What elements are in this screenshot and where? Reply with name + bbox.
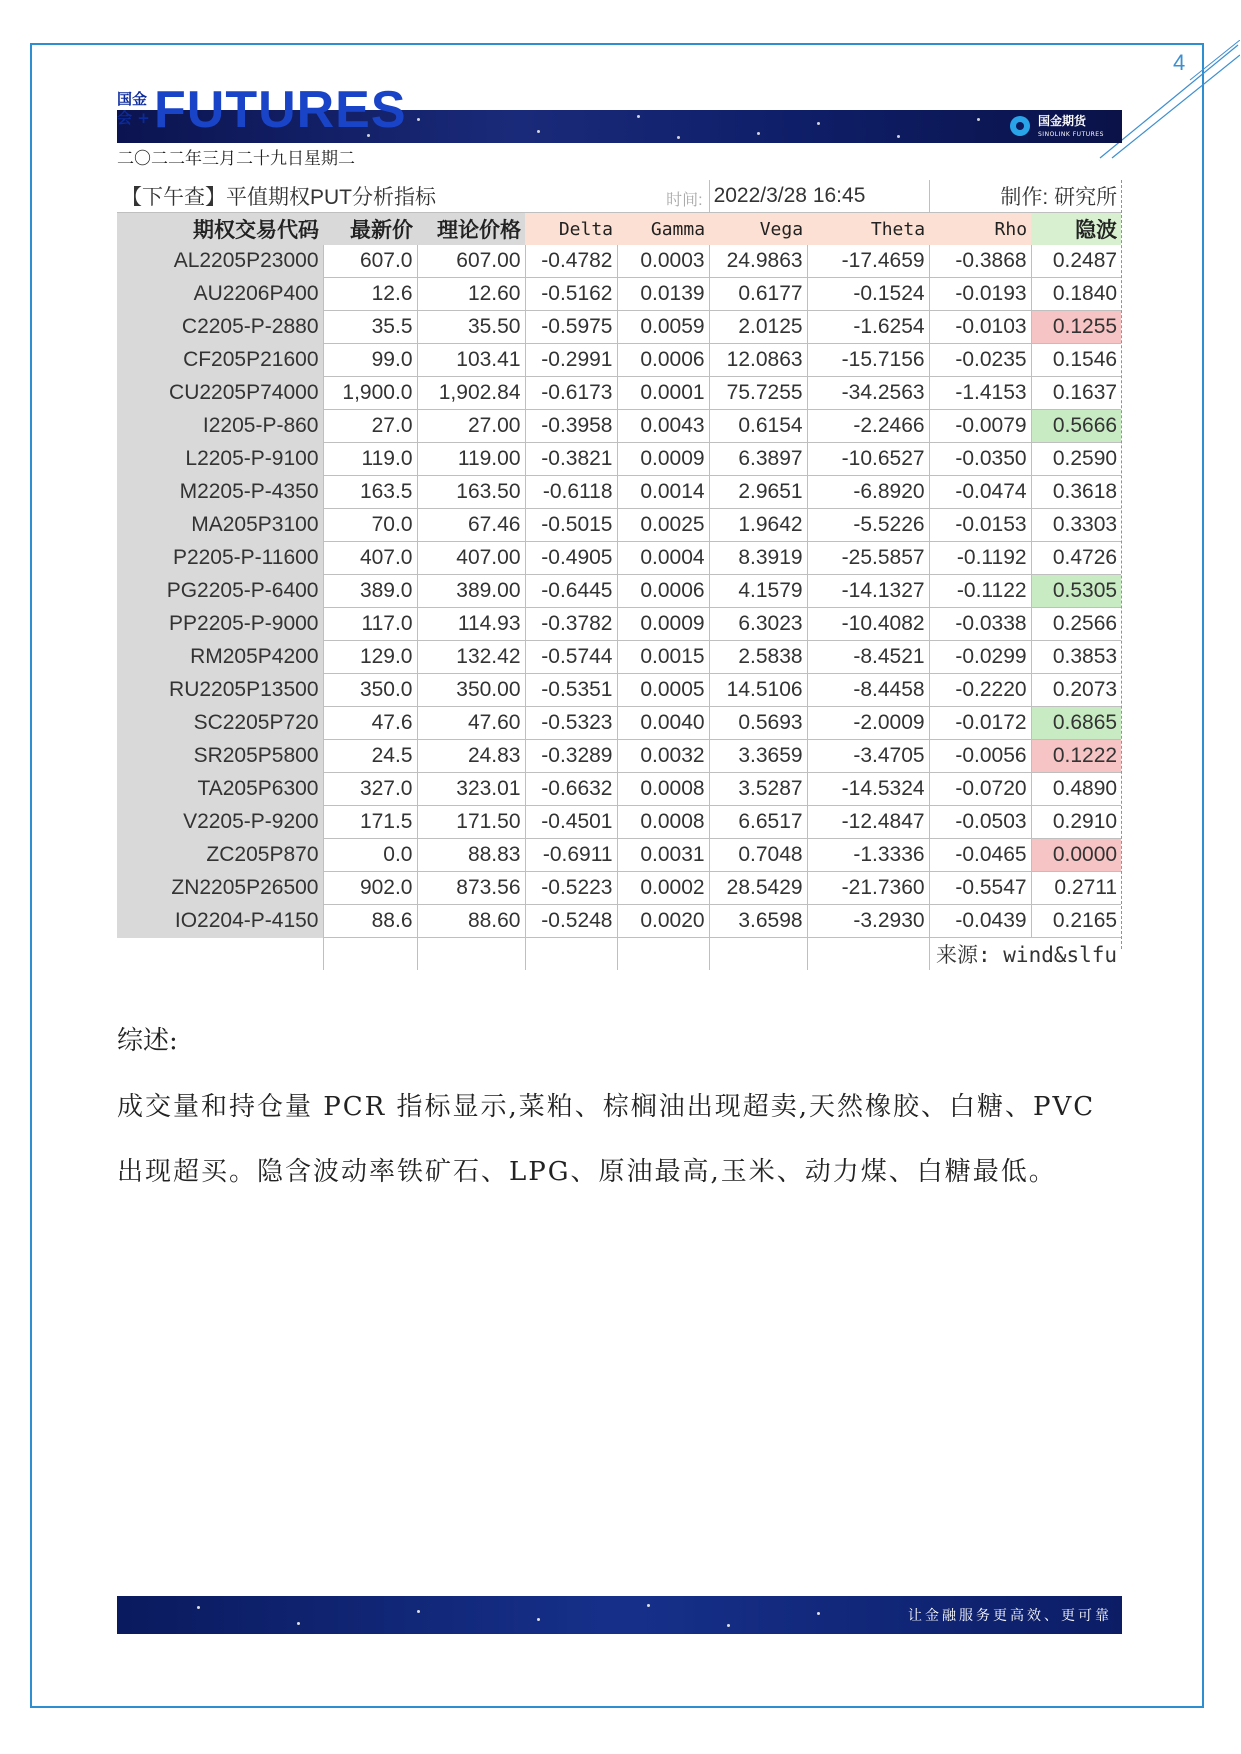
table-title-row [117, 180, 1121, 213]
empty-cell [617, 938, 709, 971]
cell-theo: 67.46 [417, 509, 525, 542]
cell-theta: -8.4458 [807, 674, 929, 707]
cell-last: 902.0 [323, 872, 417, 905]
cell-delta: -0.2991 [525, 344, 617, 377]
header-col-iv: 隐波 [1031, 213, 1121, 246]
cell-vega: 0.5693 [709, 707, 807, 740]
cell-theta: -3.2930 [807, 905, 929, 938]
empty-cell [117, 938, 323, 971]
cell-gamma: 0.0003 [617, 245, 709, 278]
header-col-theo: 理论价格 [417, 213, 525, 246]
cell-gamma: 0.0006 [617, 575, 709, 608]
table-row [117, 344, 1121, 377]
cell-gamma: 0.0009 [617, 608, 709, 641]
table-row [117, 839, 1121, 872]
table-row [117, 905, 1121, 938]
cell-theo: 350.00 [417, 674, 525, 707]
cell-rho: -0.1122 [929, 575, 1031, 608]
cell-gamma: 0.0031 [617, 839, 709, 872]
cell-code: TA205P6300 [117, 773, 323, 806]
cell-delta: -0.3289 [525, 740, 617, 773]
footer-slogan: 让金融服务更高效、更可靠 [908, 1608, 1112, 1624]
cell-code: P2205-P-11600 [117, 542, 323, 575]
cell-theta: -8.4521 [807, 641, 929, 674]
table-row [117, 509, 1121, 542]
cell-last: 607.0 [323, 245, 417, 278]
cell-iv: 0.2073 [1031, 674, 1121, 707]
cell-delta: -0.5351 [525, 674, 617, 707]
time-label: 时间: [666, 192, 703, 209]
cell-last: 407.0 [323, 542, 417, 575]
cell-iv: 0.2566 [1031, 608, 1121, 641]
cell-theo: 407.00 [417, 542, 525, 575]
table-row [117, 542, 1121, 575]
table-row [117, 377, 1121, 410]
cell-theo: 132.42 [417, 641, 525, 674]
cell-theta: -6.8920 [807, 476, 929, 509]
cell-last: 129.0 [323, 641, 417, 674]
cell-vega: 12.0863 [709, 344, 807, 377]
cell-delta: -0.5975 [525, 311, 617, 344]
cell-rho: -0.3868 [929, 245, 1031, 278]
cell-code: SR205P5800 [117, 740, 323, 773]
cell-gamma: 0.0009 [617, 443, 709, 476]
cell-vega: 2.9651 [709, 476, 807, 509]
cell-iv: 0.5666 [1031, 410, 1121, 443]
cell-code: RM205P4200 [117, 641, 323, 674]
cell-iv: 0.5305 [1031, 575, 1121, 608]
cell-code: PP2205-P-9000 [117, 608, 323, 641]
table-row [117, 278, 1121, 311]
cell-last: 1,900.0 [323, 377, 417, 410]
cell-vega: 3.3659 [709, 740, 807, 773]
header-col-vega: Vega [709, 213, 807, 246]
cell-theta: -2.0009 [807, 707, 929, 740]
cell-theta: -25.5857 [807, 542, 929, 575]
cell-last: 47.6 [323, 707, 417, 740]
cell-delta: -0.3782 [525, 608, 617, 641]
cell-theo: 114.93 [417, 608, 525, 641]
empty-cell [807, 938, 929, 971]
cell-rho: -0.0153 [929, 509, 1031, 542]
table-row [117, 641, 1121, 674]
empty-cell [709, 938, 807, 971]
cell-rho: -0.0056 [929, 740, 1031, 773]
maker-label: 制作: 研究所 [929, 180, 1121, 213]
cell-code: IO2204-P-4150 [117, 905, 323, 938]
cell-vega: 6.3023 [709, 608, 807, 641]
cell-vega: 1.9642 [709, 509, 807, 542]
cell-gamma: 0.0040 [617, 707, 709, 740]
cell-vega: 28.5429 [709, 872, 807, 905]
cell-last: 27.0 [323, 410, 417, 443]
cell-rho: -0.0338 [929, 608, 1031, 641]
table-header-row [117, 213, 1121, 246]
summary-title: 综述: [117, 1026, 178, 1056]
cell-code: RU2205P13500 [117, 674, 323, 707]
table-row [117, 806, 1121, 839]
cell-delta: -0.5162 [525, 278, 617, 311]
cell-last: 163.5 [323, 476, 417, 509]
cell-rho: -0.0503 [929, 806, 1031, 839]
cell-code: ZC205P870 [117, 839, 323, 872]
cell-rho: -0.2220 [929, 674, 1031, 707]
cell-vega: 24.9863 [709, 245, 807, 278]
cell-gamma: 0.0032 [617, 740, 709, 773]
cell-iv: 0.0000 [1031, 839, 1121, 872]
cell-vega: 14.5106 [709, 674, 807, 707]
cell-theta: -15.7156 [807, 344, 929, 377]
cell-last: 88.6 [323, 905, 417, 938]
cell-iv: 0.3618 [1031, 476, 1121, 509]
cell-rho: -0.5547 [929, 872, 1031, 905]
cell-vega: 6.3897 [709, 443, 807, 476]
cell-gamma: 0.0139 [617, 278, 709, 311]
cell-theta: -14.5324 [807, 773, 929, 806]
cell-last: 117.0 [323, 608, 417, 641]
cell-gamma: 0.0015 [617, 641, 709, 674]
cell-theo: 27.00 [417, 410, 525, 443]
cell-vega: 4.1579 [709, 575, 807, 608]
cell-delta: -0.6911 [525, 839, 617, 872]
table-title: 【下午查】平值期权PUT分析指标 [121, 186, 436, 209]
options-table [117, 180, 1121, 970]
cell-theta: -1.6254 [807, 311, 929, 344]
cell-vega: 3.6598 [709, 905, 807, 938]
cell-last: 327.0 [323, 773, 417, 806]
cell-vega: 0.6154 [709, 410, 807, 443]
cell-iv: 0.1840 [1031, 278, 1121, 311]
table-row [117, 476, 1121, 509]
cell-code: ZN2205P26500 [117, 872, 323, 905]
cell-delta: -0.4905 [525, 542, 617, 575]
cell-theo: 103.41 [417, 344, 525, 377]
cell-theta: -2.2466 [807, 410, 929, 443]
cell-iv: 0.2487 [1031, 245, 1121, 278]
table-row [117, 674, 1121, 707]
cell-theta: -1.3336 [807, 839, 929, 872]
cell-gamma: 0.0001 [617, 377, 709, 410]
cell-theta: -5.5226 [807, 509, 929, 542]
cell-vega: 6.6517 [709, 806, 807, 839]
table-row [117, 707, 1121, 740]
empty-cell [525, 938, 617, 971]
cell-code: CF205P21600 [117, 344, 323, 377]
cell-delta: -0.5015 [525, 509, 617, 542]
cell-vega: 75.7255 [709, 377, 807, 410]
cell-last: 0.0 [323, 839, 417, 872]
cell-last: 389.0 [323, 575, 417, 608]
cell-code: I2205-P-860 [117, 410, 323, 443]
cell-rho: -0.0172 [929, 707, 1031, 740]
cell-delta: -0.5744 [525, 641, 617, 674]
page-number: 4 [1173, 50, 1186, 75]
brand-name: 国金期货 SINOLINK FUTURES [1038, 114, 1104, 138]
cell-gamma: 0.0004 [617, 542, 709, 575]
cell-rho: -1.4153 [929, 377, 1031, 410]
cell-rho: -0.0235 [929, 344, 1031, 377]
summary-text: 成交量和持仓量 PCR 指标显示,菜粕、棕榈油出现超卖,天然橡胶、白糖、PVC 出现超买。隐含波动率铁矿石、LPG、原油最高,玉米、动力煤、白糖最低。 [117, 1092, 1096, 1187]
cell-theta: -14.1327 [807, 575, 929, 608]
cell-theo: 24.83 [417, 740, 525, 773]
cell-theo: 12.60 [417, 278, 525, 311]
cell-code: MA205P3100 [117, 509, 323, 542]
cell-theo: 119.00 [417, 443, 525, 476]
cell-code: L2205-P-9100 [117, 443, 323, 476]
cell-theo: 88.83 [417, 839, 525, 872]
cell-iv: 0.1546 [1031, 344, 1121, 377]
cell-gamma: 0.0059 [617, 311, 709, 344]
cell-delta: -0.6632 [525, 773, 617, 806]
cell-iv: 0.3853 [1031, 641, 1121, 674]
cell-delta: -0.4782 [525, 245, 617, 278]
cell-delta: -0.5223 [525, 872, 617, 905]
cell-rho: -0.0350 [929, 443, 1031, 476]
cell-last: 119.0 [323, 443, 417, 476]
header-col-rho: Rho [929, 213, 1031, 246]
cell-code: C2205-P-2880 [117, 311, 323, 344]
cell-delta: -0.5323 [525, 707, 617, 740]
cell-vega: 2.0125 [709, 311, 807, 344]
table-row [117, 740, 1121, 773]
cell-last: 12.6 [323, 278, 417, 311]
brand-logo-icon [1010, 116, 1030, 136]
cell-gamma: 0.0043 [617, 410, 709, 443]
cell-rho: -0.0079 [929, 410, 1031, 443]
cell-code: M2205-P-4350 [117, 476, 323, 509]
cell-last: 24.5 [323, 740, 417, 773]
empty-cell [323, 938, 417, 971]
table-row [117, 443, 1121, 476]
table-footer-row [117, 938, 1121, 971]
cell-delta: -0.4501 [525, 806, 617, 839]
cell-theta: -21.7360 [807, 872, 929, 905]
table-row [117, 773, 1121, 806]
cell-theo: 163.50 [417, 476, 525, 509]
cell-rho: -0.0103 [929, 311, 1031, 344]
cell-theo: 873.56 [417, 872, 525, 905]
cell-iv: 0.4890 [1031, 773, 1121, 806]
logo-futures: FUTURES [154, 81, 407, 139]
cell-theta: -10.4082 [807, 608, 929, 641]
cell-theta: -12.4847 [807, 806, 929, 839]
cell-code: AL2205P23000 [117, 245, 323, 278]
cell-code: SC2205P720 [117, 707, 323, 740]
cell-theta: -17.4659 [807, 245, 929, 278]
cell-gamma: 0.0014 [617, 476, 709, 509]
cell-iv: 0.1637 [1031, 377, 1121, 410]
options-table-container [117, 180, 1122, 967]
cell-iv: 0.4726 [1031, 542, 1121, 575]
cell-code: AU2206P400 [117, 278, 323, 311]
report-date: 二〇二二年三月二十九日星期二 [117, 149, 355, 169]
table-row [117, 575, 1121, 608]
cell-theo: 607.00 [417, 245, 525, 278]
source-note: 来源: wind&slfu [929, 938, 1121, 971]
header-col-code: 期权交易代码 [117, 213, 323, 246]
cell-vega: 0.6177 [709, 278, 807, 311]
header-col-gamma: Gamma [617, 213, 709, 246]
cell-gamma: 0.0008 [617, 773, 709, 806]
cell-delta: -0.6445 [525, 575, 617, 608]
cell-last: 35.5 [323, 311, 417, 344]
cell-gamma: 0.0008 [617, 806, 709, 839]
cell-code: PG2205-P-6400 [117, 575, 323, 608]
empty-cell [417, 938, 525, 971]
footer-banner [117, 1596, 1122, 1634]
cell-theo: 171.50 [417, 806, 525, 839]
cell-gamma: 0.0025 [617, 509, 709, 542]
cell-iv: 0.2590 [1031, 443, 1121, 476]
cell-vega: 2.5838 [709, 641, 807, 674]
cell-vega: 3.5287 [709, 773, 807, 806]
cell-iv: 0.2910 [1031, 806, 1121, 839]
table-row [117, 410, 1121, 443]
cell-theo: 389.00 [417, 575, 525, 608]
cell-theo: 323.01 [417, 773, 525, 806]
header-col-last: 最新价 [323, 213, 417, 246]
cell-rho: -0.0299 [929, 641, 1031, 674]
table-row [117, 608, 1121, 641]
cell-iv: 0.1222 [1031, 740, 1121, 773]
cell-gamma: 0.0002 [617, 872, 709, 905]
cell-theo: 1,902.84 [417, 377, 525, 410]
table-row [117, 311, 1121, 344]
cell-last: 70.0 [323, 509, 417, 542]
cell-vega: 0.7048 [709, 839, 807, 872]
cell-rho: -0.0474 [929, 476, 1031, 509]
cell-delta: -0.6173 [525, 377, 617, 410]
cell-gamma: 0.0020 [617, 905, 709, 938]
cell-theta: -3.4705 [807, 740, 929, 773]
cell-iv: 0.6865 [1031, 707, 1121, 740]
cell-vega: 8.3919 [709, 542, 807, 575]
cell-theo: 88.60 [417, 905, 525, 938]
cell-rho: -0.0439 [929, 905, 1031, 938]
cell-rho: -0.0193 [929, 278, 1031, 311]
cell-delta: -0.3821 [525, 443, 617, 476]
cell-delta: -0.5248 [525, 905, 617, 938]
cell-code: CU2205P74000 [117, 377, 323, 410]
table-row [117, 245, 1121, 278]
header-col-theta: Theta [807, 213, 929, 246]
cell-theta: -34.2563 [807, 377, 929, 410]
cell-theo: 35.50 [417, 311, 525, 344]
cell-delta: -0.6118 [525, 476, 617, 509]
cell-iv: 0.2165 [1031, 905, 1121, 938]
cell-iv: 0.3303 [1031, 509, 1121, 542]
cell-gamma: 0.0005 [617, 674, 709, 707]
cell-last: 350.0 [323, 674, 417, 707]
cell-iv: 0.1255 [1031, 311, 1121, 344]
cell-last: 99.0 [323, 344, 417, 377]
header-col-delta: Delta [525, 213, 617, 246]
logo-small-text: 国金 会 + [117, 90, 150, 127]
cell-gamma: 0.0006 [617, 344, 709, 377]
table-row [117, 872, 1121, 905]
cell-rho: -0.0720 [929, 773, 1031, 806]
cell-iv: 0.2711 [1031, 872, 1121, 905]
cell-theta: -0.1524 [807, 278, 929, 311]
cell-rho: -0.0465 [929, 839, 1031, 872]
cell-delta: -0.3958 [525, 410, 617, 443]
cell-theta: -10.6527 [807, 443, 929, 476]
cell-last: 171.5 [323, 806, 417, 839]
time-value: 2022/3/28 16:45 [709, 180, 929, 213]
cell-code: V2205-P-9200 [117, 806, 323, 839]
cell-theo: 47.60 [417, 707, 525, 740]
cell-rho: -0.1192 [929, 542, 1031, 575]
